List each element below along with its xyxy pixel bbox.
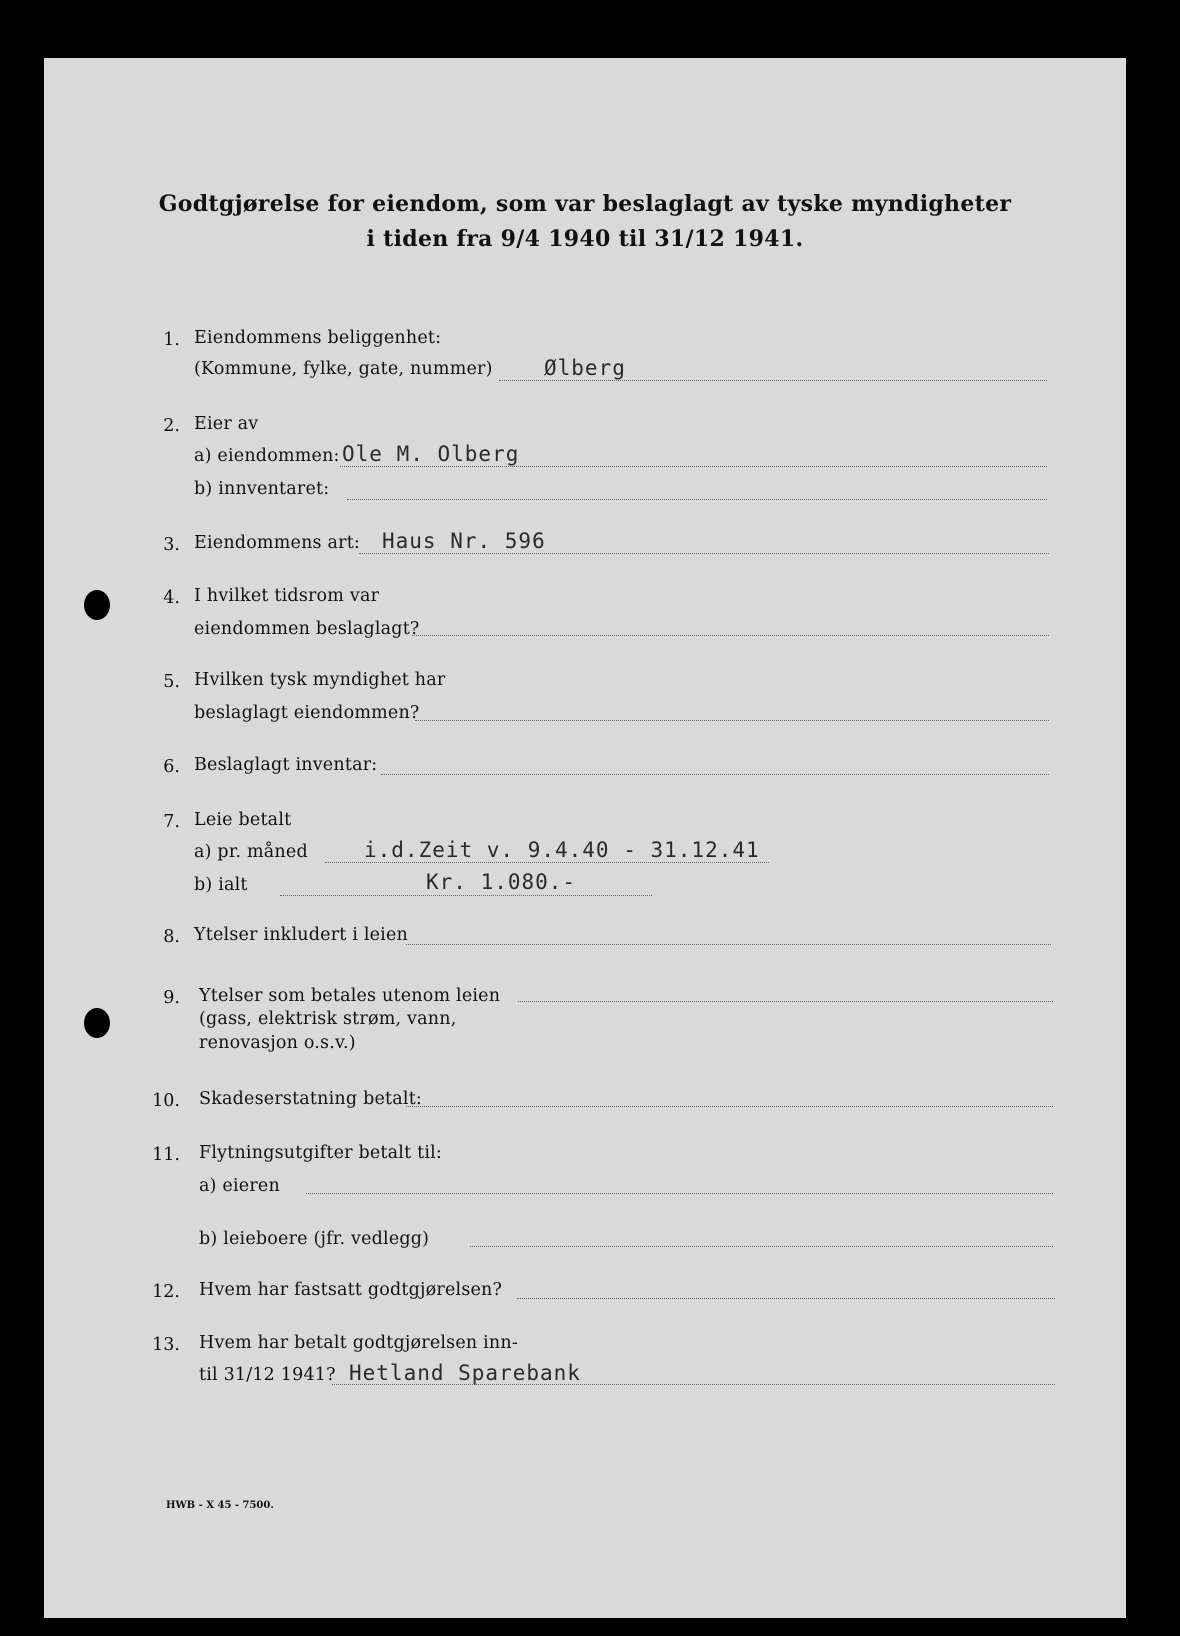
- punch-hole-top: [84, 590, 110, 620]
- item-11-number: 11.: [152, 1145, 180, 1165]
- item-2-label: Eier av: [194, 414, 259, 434]
- item-2a-answer-line: [340, 466, 1047, 467]
- item-4-sublabel: eiendommen beslaglagt?: [194, 619, 420, 639]
- item-8-number: 8.: [163, 927, 180, 947]
- item-13-label: Hvem har betalt godtgjørelsen inn-: [199, 1333, 518, 1353]
- item-12-label: Hvem har fastsatt godtgjørelsen?: [199, 1280, 503, 1300]
- item-9-number: 9.: [163, 988, 180, 1008]
- item-1-answer-line: [499, 380, 1047, 381]
- item-11b-answer-line: [470, 1246, 1053, 1247]
- item-3-label: Eiendommens art:: [194, 533, 361, 553]
- punch-hole-bottom: [84, 1008, 110, 1038]
- item-13-answer: Hetland Sparebank: [349, 1361, 581, 1385]
- item-5-sublabel: beslaglagt eiendommen?: [194, 703, 420, 723]
- item-10-answer-line: [406, 1106, 1053, 1107]
- item-11a-answer-line: [306, 1193, 1053, 1194]
- item-9-sublabel-2: renovasjon o.s.v.): [199, 1033, 356, 1053]
- item-7b-answer: Kr. 1.080.-: [426, 870, 577, 894]
- item-11a-label: a) eieren: [199, 1176, 280, 1196]
- item-3-answer: Haus Nr. 596: [382, 529, 546, 553]
- item-11-label: Flytningsutgifter betalt til:: [199, 1143, 443, 1163]
- item-13-sublabel: til 31/12 1941?: [199, 1365, 336, 1385]
- item-9-label: Ytelser som betales utenom leien: [199, 986, 501, 1006]
- item-2a-answer: Ole M. Olberg: [342, 442, 520, 466]
- item-6-answer-line: [381, 774, 1049, 775]
- item-2-number: 2.: [163, 416, 180, 436]
- item-5-answer-line: [415, 720, 1049, 721]
- item-5-number: 5.: [163, 672, 180, 692]
- form-sheet: [44, 58, 1126, 1618]
- item-3-number: 3.: [163, 535, 180, 555]
- item-4-label: I hvilket tidsrom var: [194, 586, 380, 606]
- item-7a-label: a) pr. måned: [194, 842, 308, 862]
- item-8-label: Ytelser inkludert i leien: [194, 925, 409, 945]
- item-8-answer-line: [406, 944, 1051, 945]
- item-12-number: 12.: [152, 1282, 180, 1302]
- item-7b-answer-line: [280, 895, 652, 896]
- item-1-answer: Ølberg: [544, 356, 626, 380]
- item-6-label: Beslaglagt inventar:: [194, 755, 378, 775]
- item-9-answer-line: [518, 1001, 1053, 1002]
- item-7a-answer: i.d.Zeit v. 9.4.40 - 31.12.41: [364, 838, 760, 862]
- item-11b-label: b) leieboere (jfr. vedlegg): [199, 1229, 430, 1249]
- item-1-label: Eiendommens beliggenhet:: [194, 328, 442, 348]
- item-6-number: 6.: [163, 757, 180, 777]
- item-7a-answer-line: [325, 862, 769, 863]
- item-1-number: 1.: [163, 330, 180, 350]
- item-7b-label: b) ialt: [194, 875, 248, 895]
- form-title-line1: Godtgjørelse for eiendom, som var beslaglagt av tyske myndigheter: [158, 191, 1012, 217]
- item-4-number: 4.: [163, 588, 180, 608]
- form-title-line2: i tiden fra 9/4 1940 til 31/12 1941.: [366, 226, 804, 252]
- item-2a-label: a) eiendommen:: [194, 446, 340, 466]
- item-7-label: Leie betalt: [194, 810, 292, 830]
- item-2b-label: b) innventaret:: [194, 479, 330, 499]
- item-4-answer-line: [412, 635, 1049, 636]
- item-5-label: Hvilken tysk myndighet har: [194, 670, 446, 690]
- print-code-footer: HWB - X 45 - 7500.: [166, 1500, 274, 1511]
- item-13-number: 13.: [152, 1335, 180, 1355]
- item-1-sublabel: (Kommune, fylke, gate, nummer): [194, 359, 493, 379]
- item-9-sublabel-1: (gass, elektrisk strøm, vann,: [199, 1009, 457, 1029]
- item-10-label: Skadeserstatning betalt:: [199, 1089, 423, 1109]
- item-10-number: 10.: [152, 1091, 180, 1111]
- item-2b-answer-line: [347, 499, 1047, 500]
- item-7-number: 7.: [163, 812, 180, 832]
- item-12-answer-line: [517, 1298, 1055, 1299]
- item-3-answer-line: [359, 553, 1049, 554]
